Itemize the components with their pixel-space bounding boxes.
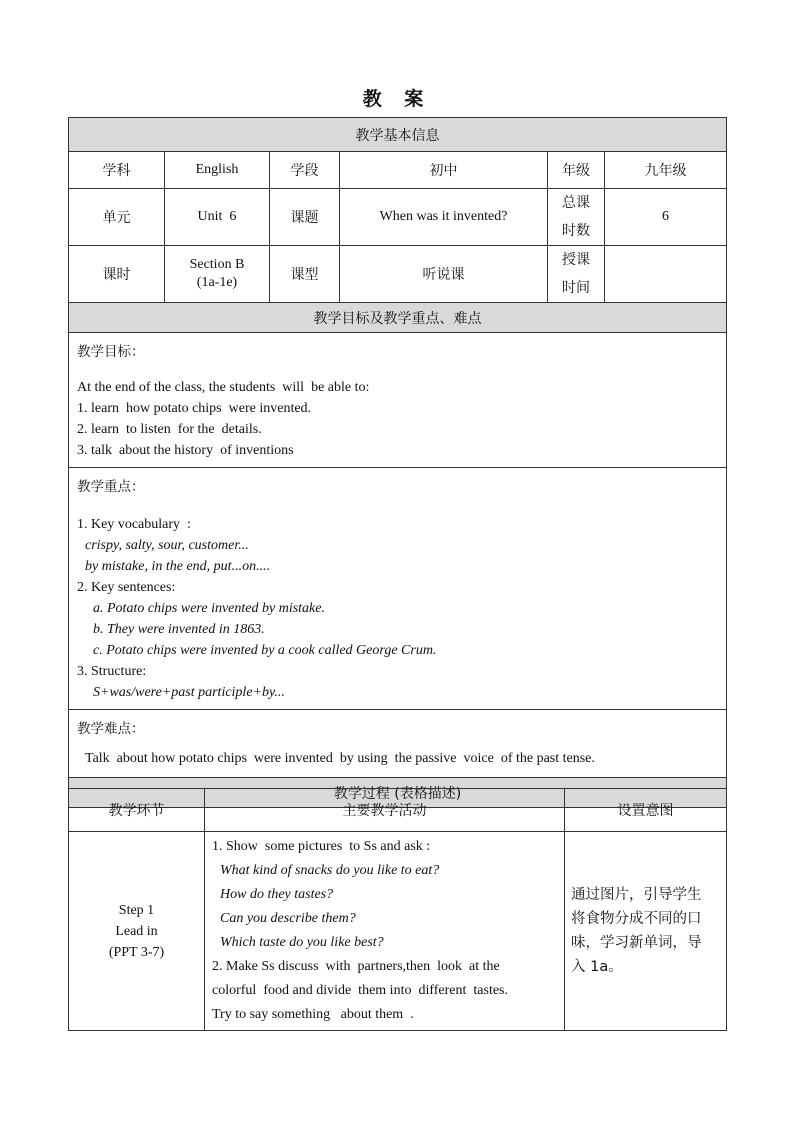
- basic-info-table: [68, 117, 727, 808]
- key-points-section: [69, 468, 727, 710]
- grade-label: 年级: [548, 152, 605, 189]
- step-ppt: (PPT 3-7): [108, 944, 165, 960]
- topic-value: When was it invented?: [340, 189, 548, 246]
- document-title: 教 案: [362, 88, 432, 110]
- teaching-time-label-line1: 授课: [562, 252, 590, 268]
- period-value: [165, 246, 270, 303]
- difficult-points-title: 教学难点：: [77, 721, 145, 737]
- goal-line: 2. learn to listen for the details.: [77, 422, 262, 437]
- class-type-value: 听说课: [340, 246, 548, 303]
- col-header-activity: 主要教学活动: [205, 789, 565, 832]
- activity-line: Try to say something about them .: [212, 1007, 414, 1022]
- subject-value: English: [165, 152, 270, 189]
- goal-line: 3. talk about the history of inventions: [77, 443, 294, 458]
- total-hours-label-line1: 总课: [562, 195, 590, 211]
- intent-line: 通过图片，引导学生: [571, 887, 702, 903]
- objectives-header: 教学目标及教学重点、难点: [69, 303, 727, 333]
- basic-info-header: 教学基本信息: [69, 118, 727, 152]
- stage-label: 学段: [270, 152, 340, 189]
- key-line: 3. Structure:: [77, 664, 147, 679]
- activity-line: How do they tastes?: [220, 887, 334, 902]
- process-table: [68, 788, 727, 1031]
- step-name: Step 1: [118, 902, 155, 918]
- period-label: 课时: [69, 246, 165, 303]
- key-points-title: 教学重点：: [77, 479, 145, 495]
- topic-label: 课题: [270, 189, 340, 246]
- step-subtitle: Lead in: [115, 923, 158, 939]
- key-points-spacer: [77, 500, 718, 514]
- key-line: b. They were invented in 1863.: [93, 622, 265, 637]
- intent-line: 入 1a。: [571, 959, 623, 975]
- activity-line: Which taste do you like best?: [220, 935, 384, 950]
- activity-line: What kind of snacks do you like to eat?: [220, 863, 440, 878]
- key-line: a. Potato chips were invented by mistake.: [93, 601, 325, 616]
- activity-line: colorful food and divide them into different tastes.: [212, 983, 509, 998]
- activity-line: 2. Make Ss discuss with partners,then look at the: [212, 959, 500, 974]
- activity-line: Can you describe them?: [220, 911, 356, 926]
- teaching-goals-title: 教学目标：: [77, 344, 145, 360]
- teaching-time-value: [605, 246, 727, 303]
- teaching-time-label: [548, 246, 605, 303]
- unit-value: Unit 6: [165, 189, 270, 246]
- teaching-goals-section: [69, 333, 727, 468]
- intent-cell: [565, 832, 727, 1031]
- table-row: [69, 832, 727, 1031]
- unit-label: 单元: [69, 189, 165, 246]
- teaching-goals-spacer: [77, 365, 718, 377]
- period-value-line2: (1a-1e): [196, 275, 238, 290]
- total-hours-value: 6: [605, 189, 727, 246]
- col-header-intent: 设置意图: [565, 789, 727, 832]
- intent-line: 将食物分成不同的口: [571, 911, 702, 927]
- total-hours-label: [548, 189, 605, 246]
- difficult-points-section: [69, 710, 727, 778]
- goal-line: At the end of the class, the students will be able to:: [77, 380, 370, 395]
- key-line: 1. Key vocabulary :: [77, 517, 191, 532]
- stage-value: 初中: [340, 152, 548, 189]
- subject-label: 学科: [69, 152, 165, 189]
- process-header: 教学过程 (表格描述): [69, 778, 727, 808]
- total-hours-label-line2: 时数: [562, 223, 590, 239]
- key-line: crispy, salty, sour, customer...: [85, 538, 249, 553]
- difficult-line: Talk about how potato chips were invented by using the passive voice of the past tense.: [85, 751, 595, 766]
- col-header-step: 教学环节: [69, 789, 205, 832]
- activity-cell: [205, 832, 565, 1031]
- goal-line: 1. learn how potato chips were invented.: [77, 401, 312, 416]
- key-line: 2. Key sentences:: [77, 580, 176, 595]
- key-line: c. Potato chips were invented by a cook called George Crum.: [93, 643, 437, 658]
- step-cell: [69, 832, 205, 1031]
- period-value-line1: Section B: [189, 257, 245, 272]
- grade-value: 九年级: [605, 152, 727, 189]
- intent-line: 味，学习新单词，导: [571, 935, 702, 951]
- teaching-time-label-line2: 时间: [562, 280, 590, 296]
- class-type-label: 课型: [270, 246, 340, 303]
- key-line: by mistake, in the end, put...on....: [85, 559, 271, 574]
- activity-line: 1. Show some pictures to Ss and ask :: [212, 839, 431, 854]
- key-line: S+was/were+past participle+by...: [93, 685, 285, 700]
